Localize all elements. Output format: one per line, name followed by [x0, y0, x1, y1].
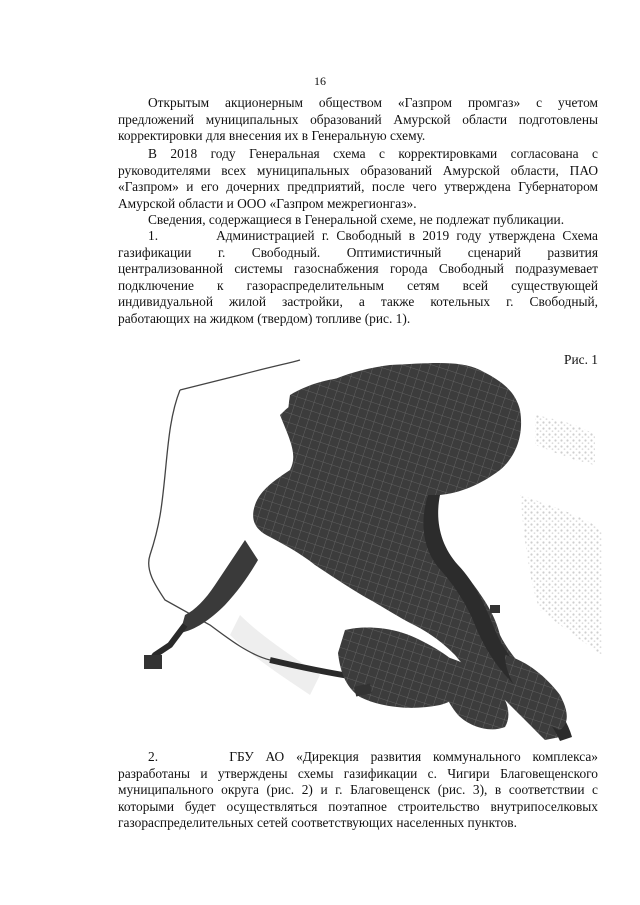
text-line — [118, 228, 598, 245]
text-line: газораспределительных сетей соответствующих населенных пунктов. — [118, 815, 517, 831]
terrain-area — [535, 415, 595, 465]
facility-block — [144, 655, 162, 669]
text-line: В 2018 году Генеральная схема с корректировками согласована с — [148, 146, 598, 161]
text-line: работающих на жидком (твердом) топливе (рис. 1). — [118, 310, 411, 326]
text-line — [118, 749, 598, 766]
item-number: 1. — [148, 228, 159, 243]
text-line: руководителями всех муниципальных образований Амурской области, ПАО — [118, 162, 598, 178]
text-line: подключение к газораспределительным сетям всей существующей — [118, 277, 598, 293]
text-line: Открытым акционерным обществом «Газпром промгаз» с учетом — [148, 95, 598, 110]
text-line: которыми будет осуществляться поэтапное строительство внутрипоселковых — [118, 798, 598, 814]
text-line: предложений муниципальных образований Амурской области подготовлены — [118, 111, 598, 127]
road-line — [149, 390, 270, 660]
text-line: индивидуальной жилой застройки, а также котельных г. Свободный, — [118, 294, 598, 310]
text-line: централизованной системы газоснабжения города Свободный подразумевает — [118, 261, 598, 277]
gasification-map — [140, 355, 605, 750]
text-line: Сведения, содержащиеся в Генеральной схеме, не подлежат публикации. — [148, 212, 565, 227]
text-line: газификации г. Свободный. Оптимистичный сценарий развития — [118, 244, 598, 260]
terrain-area — [520, 495, 602, 655]
terrain-area — [230, 615, 320, 695]
text-line: корректировки для внесения их в Генеральную схему. — [118, 128, 426, 144]
item-text: ГБУ АО «Дирекция развития коммунального комплекса» — [229, 749, 599, 764]
text-line: Амурской области и ООО «Газпром межрегионгаз». — [118, 195, 417, 211]
item-text: Администрацией г. Свободный в 2019 году утверждена Схема — [216, 228, 598, 243]
page-number: 16 — [314, 74, 326, 88]
facility-block — [490, 605, 500, 613]
paragraph-confidential — [118, 212, 598, 229]
item-number: 2. — [148, 749, 159, 764]
text-line: «Газпром» и его дочерних предприятий, после чего утверждена Губернатором — [118, 179, 598, 195]
paragraph-intro — [118, 95, 598, 145]
road-line — [180, 360, 300, 390]
text-line: муниципального округа (рис. 2) и г. Благовещенск (рис. 3), в соответствии с — [118, 782, 598, 798]
paragraph-general-scheme — [118, 146, 598, 212]
list-item-2 — [118, 749, 598, 832]
list-item-1 — [118, 228, 598, 328]
urban-area-west — [180, 540, 258, 633]
text-line: разработаны и утверждены схемы газификации с. Чигири Благовещенского — [118, 765, 598, 781]
figure-label: Рис. 1 — [564, 352, 598, 367]
